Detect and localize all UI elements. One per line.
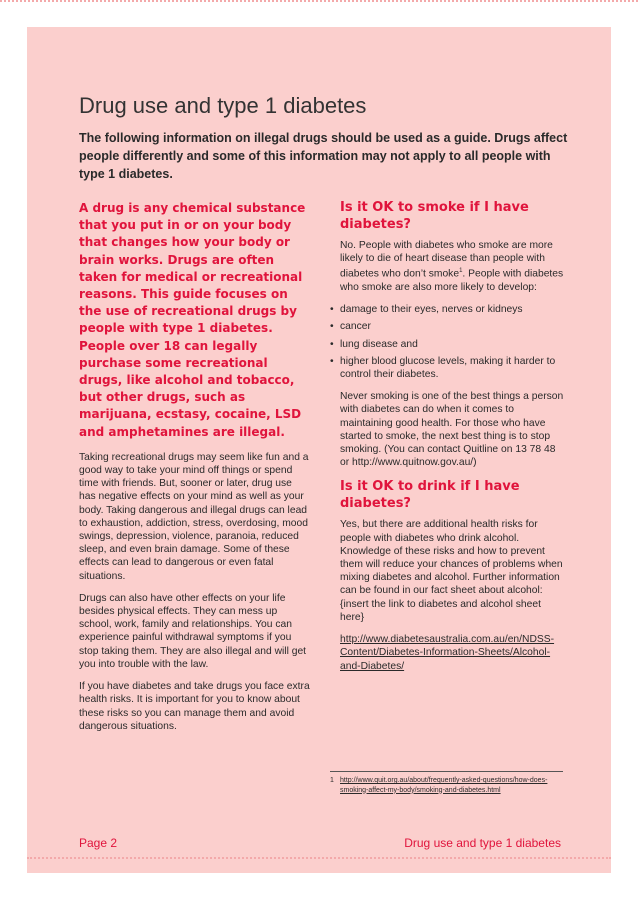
alcohol-fact-sheet-link[interactable]: http://www.diabetesaustralia.com.au/en/NDSS-Content/Diabetes-Information-Sheets/Alcohol-and-Diabetes/: [340, 634, 555, 672]
body-paragraph: Drugs can also have other effects on your life besides physical effects. They can mess up school, work, family and relationships. You can experience painful withdrawal symptoms if you stop taking them. They are also illegal and will get you into trouble with the law.: [79, 592, 307, 670]
smoke-outro: Never smoking is one of the best things a person with diabetes can do when it comes to maintaining good health. For those who have started to smoke, the next best thing is to stop smoking. (You can contact Quitline on 13 78 48 or http://www.quitnow.gov.au/): [340, 391, 564, 469]
top-dotted-divider: [0, 0, 638, 4]
list-item: • damage to their eyes, nerves or kidneys: [330, 303, 566, 316]
alcohol-link-paragraph: [330, 633, 566, 673]
drink-heading: Is it OK to drink if I have diabetes?: [340, 479, 520, 512]
page-number: Page 2: [79, 836, 118, 850]
body-paragraph: If you have diabetes and take drugs you face extra health risks. It is important for you to know about these risks so you can manage them and avoid dangerous situations.: [79, 681, 310, 732]
smoke-intro-text: No. People with diabetes who smoke are more likely to die of heart disease than people with diabetes who don’t smoke: [340, 240, 553, 280]
drink-body: Yes, but there are additional health risks for people with diabetes who drink alcohol. Knowledge of these risks and how to prevent them will reduce your chances of problems when mixing diabetes and alcohol. Further information can be found in our fact sheet about alcohol: {insert the link to diabetes and alcohol sheet here}: [340, 519, 563, 623]
list-item: • higher blood glucose levels, making it harder to control their diabetes.: [330, 355, 566, 381]
lead-paragraph: A drug is any chemical substance that you put in or on your body that changes how your body or brain works. Drugs are often taken for medical or recreational reasons. This guide focuses on the use of recreational drugs by people with type 1 diabetes. People over 18 can legally purchase some recreational drugs, like alcohol and tobacco, but other drugs, such as marijuana, ecstasy, cocaine, LSD and amphetamines are illegal.: [79, 201, 306, 439]
bottom-dotted-divider: [27, 857, 611, 859]
smoking-risks-list: [330, 303, 566, 381]
footnote-divider: [330, 771, 563, 772]
left-column: [79, 200, 311, 742]
body-paragraph: Taking recreational drugs may seem like fun and a good way to take your mind off things or spend time with friends. But, sooner or later, drug use has negative effects on your mind as well as your body. Taking dangerous and illegal drugs can lead to exhaustion, addiction, stress, overdosing, mood swings, depression, violence, paranoia, reduced sleep, and even brain damage. Some of these effects can lead to dangerous or even fatal situations.: [79, 451, 309, 582]
intro-text: The following information on illegal drugs should be used as a guide. Drugs affect people differently and some of this information may not apply to all people with type 1 diabetes.: [79, 131, 568, 181]
footer-title: Drug use and type 1 diabetes: [404, 836, 561, 850]
list-item: • lung disease and: [330, 338, 566, 351]
smoke-intro-text-end: . People with diabetes who smoke are also more likely to develop:: [340, 268, 564, 294]
footnote: [330, 776, 566, 795]
list-item: • cancer: [330, 320, 566, 333]
right-column: [330, 199, 566, 682]
footnote-reference[interactable]: 1: [459, 268, 463, 275]
page-title: Drug use and type 1 diabetes: [79, 93, 367, 118]
smoke-intro: [330, 239, 566, 294]
footnote-link[interactable]: http://www.quit.org.au/about/frequently-asked-questions/how-does-smoking-affect-my-body/smoking-and-diabetes.html: [340, 777, 548, 794]
footnote-number: 1: [330, 777, 334, 784]
smoke-heading: Is it OK to smoke if I have diabetes?: [340, 200, 529, 232]
